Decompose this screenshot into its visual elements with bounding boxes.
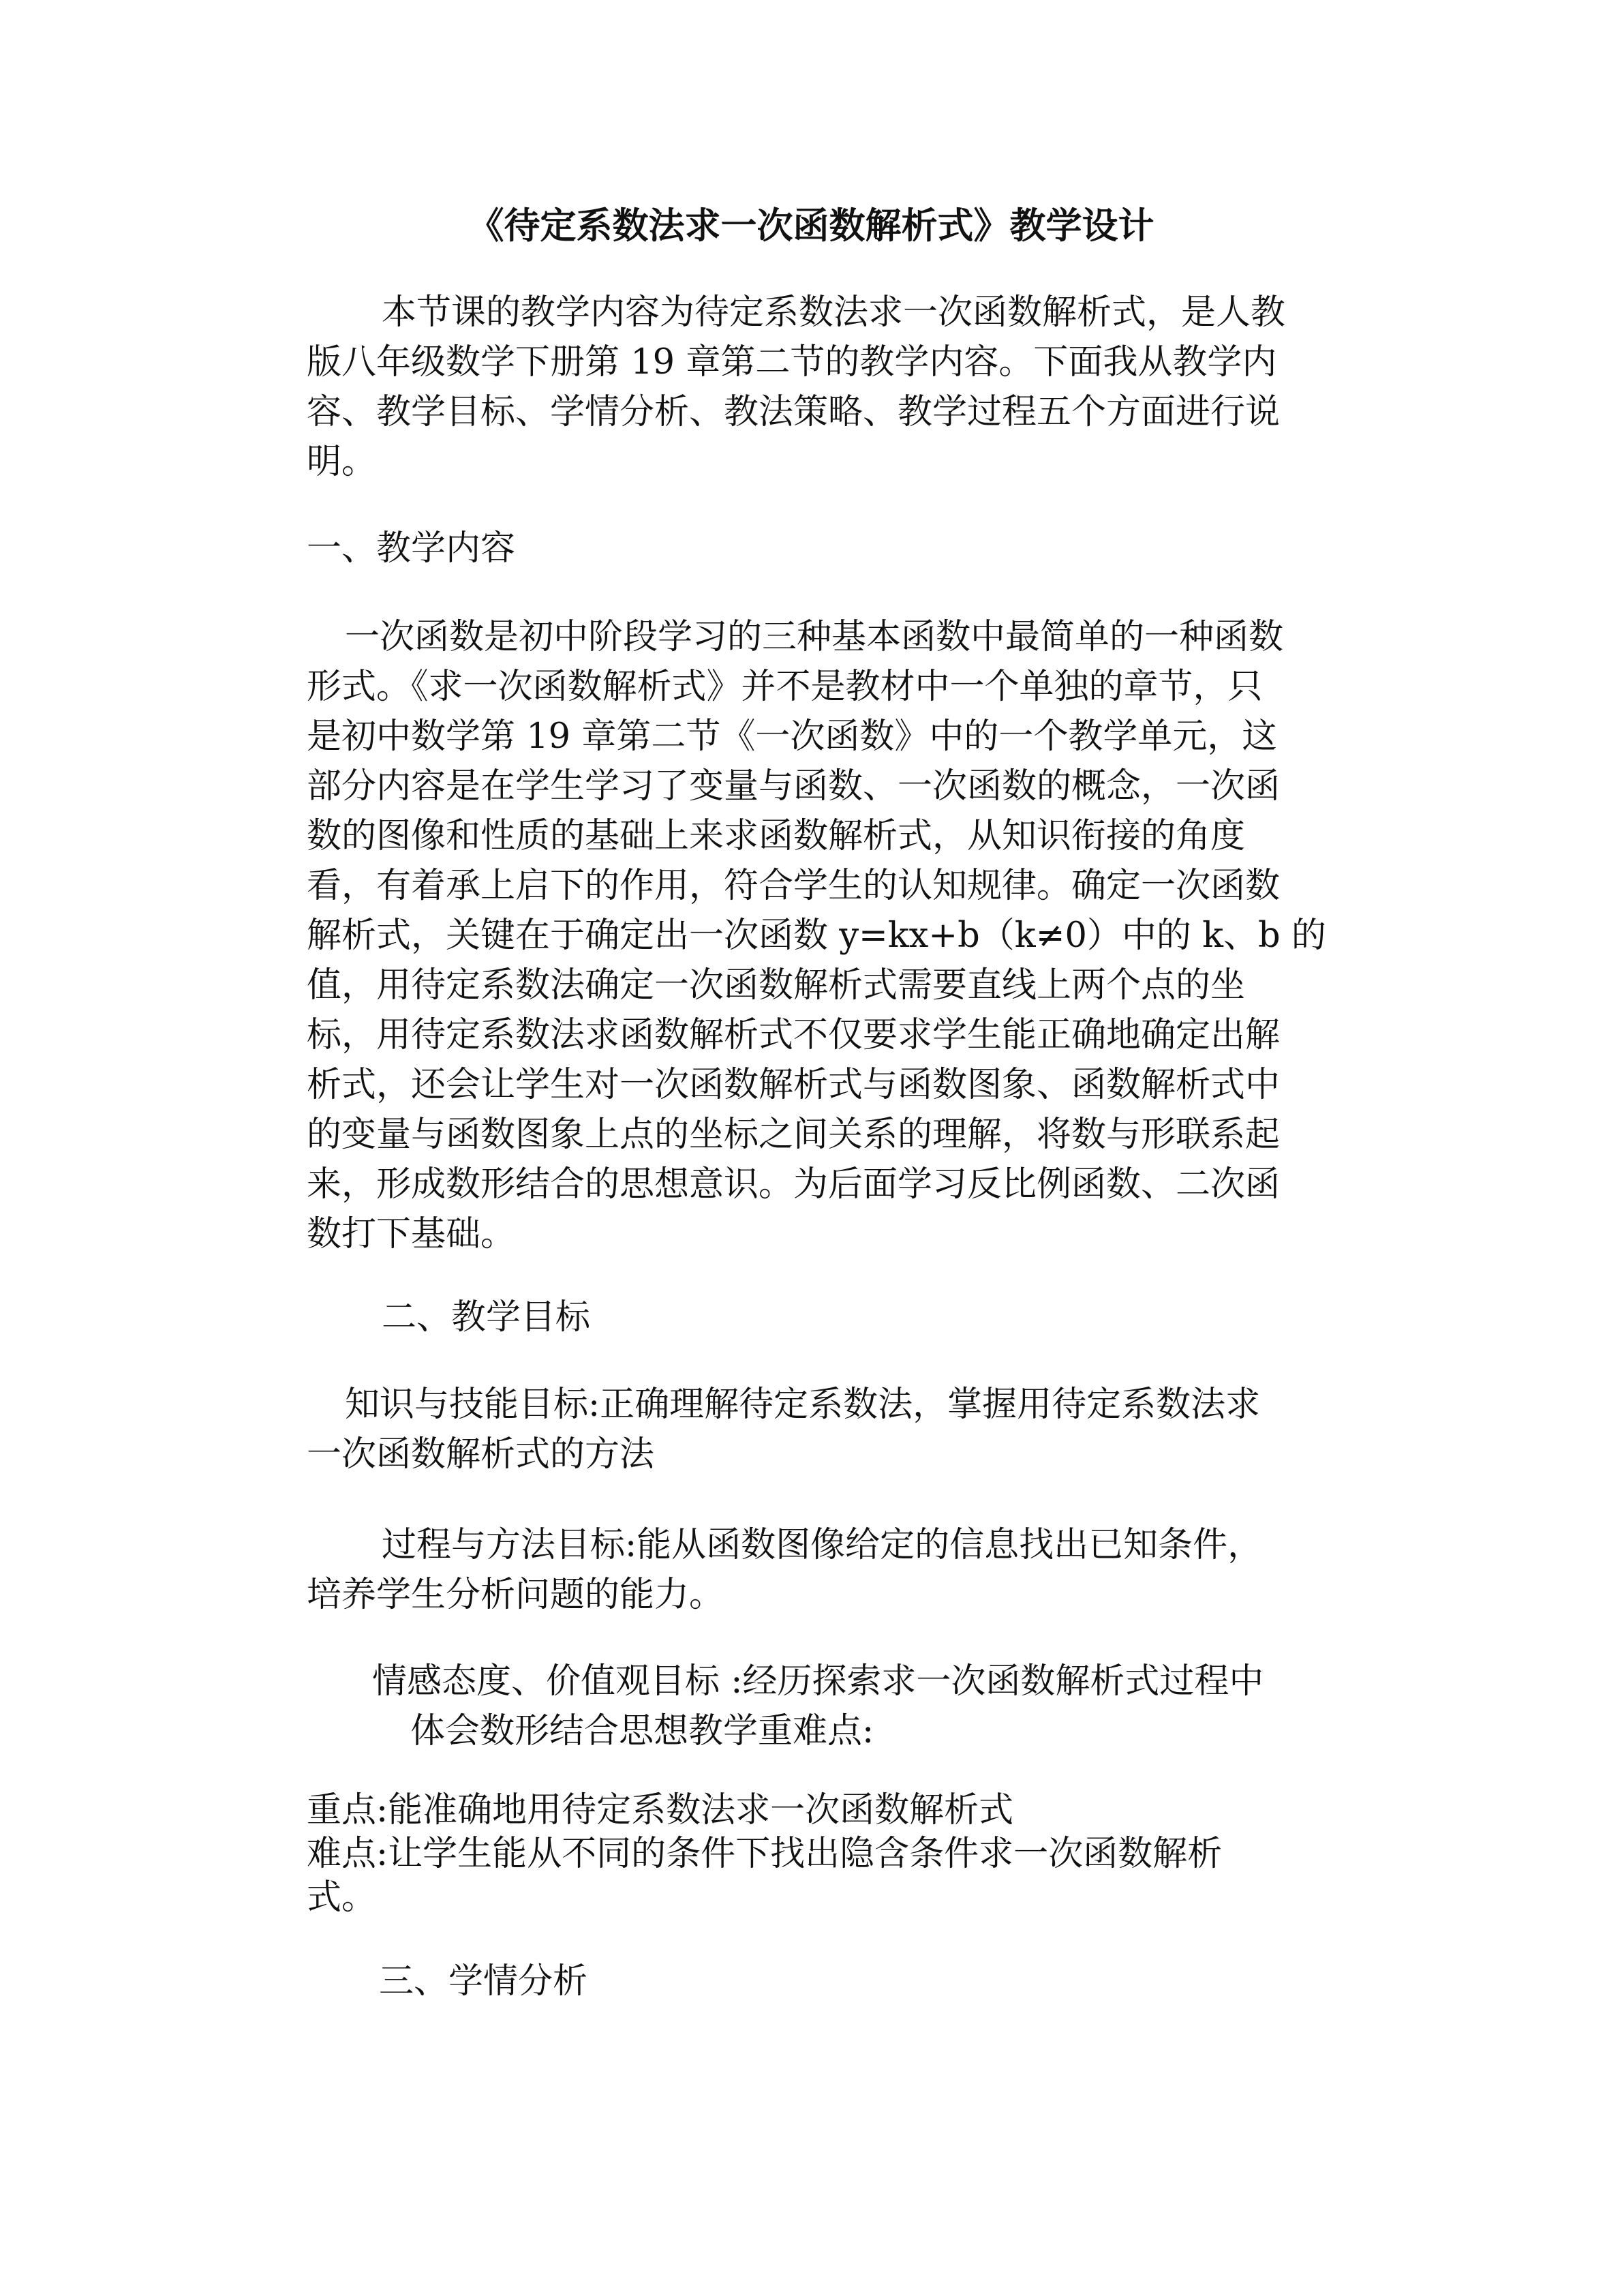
content-line-9: 标，用待定系数法求函数解析式不仅要求学生能正确地确定出解: [307, 1015, 1281, 1055]
goal-process-line-1: 过程与方法目标:能从函数图像给定的信息找出已知条件，: [382, 1525, 1263, 1565]
difficult-point-line-1: 难点:让学生能从不同的条件下找出隐含条件求一次函数解析: [307, 1834, 1223, 1874]
goal-process: [307, 1520, 1383, 1620]
section-content-paragraph: [307, 612, 1383, 1259]
section-heading-analysis-text: 三、学情分析: [379, 1961, 588, 2002]
content-line-1: 一次函数是初中阶段学习的三种基本函数中最简单的一种函数: [345, 617, 1284, 657]
goal-emotion-line-1: 情感态度、价值观目标 :经历探索求一次函数解析式过程中: [372, 1661, 1264, 1702]
intro-paragraph: [307, 288, 1383, 487]
content-line-13: 数打下基础。: [307, 1214, 516, 1254]
content-line-12: 来，形成数形结合的思想意识。为后面学习反比例函数、二次函: [307, 1164, 1281, 1205]
goal-emotion: [372, 1657, 1449, 1756]
section-heading-content-text: 一、教学内容: [307, 528, 516, 569]
content-line-6: 看，有着承上启下的作用，符合学生的认知规律。确定一次函数: [307, 866, 1281, 906]
intro-line-4: 明。: [307, 442, 377, 482]
key-point: 重点:能准确地用待定系数法求一次函数解析式: [307, 1790, 1014, 1830]
key-difficult-points: [307, 1789, 1383, 1920]
goal-knowledge: [307, 1380, 1383, 1479]
content-line-8: 值，用待定系数法确定一次函数解析式需要直线上两个点的坐: [307, 965, 1246, 1006]
document-title: 《待定系数法求一次函数解析式》教学设计: [468, 205, 1154, 247]
content-line-11: 的变量与函数图象上点的坐标之间关系的理解，将数与形联系起: [307, 1115, 1281, 1155]
content-line-5: 数的图像和性质的基础上来求函数解析式，从知识衔接的角度: [307, 816, 1246, 856]
intro-line-3: 容、教学目标、学情分析、教法策略、教学过程五个方面进行说: [307, 392, 1281, 432]
content-line-2: 形式。《求一次函数解析式》并不是教材中一个单独的章节，只: [307, 667, 1263, 707]
section-heading-content: [307, 524, 1383, 573]
intro-line-1: 本节课的教学内容为待定系数法求一次函数解析式，是人教: [382, 292, 1286, 333]
intro-line-2: 版八年级数学下册第 19 章第二节的教学内容。下面我从教学内: [307, 342, 1277, 382]
difficult-point-line-2: 式。: [307, 1877, 377, 1918]
goal-process-line-2: 培养学生分析问题的能力。: [307, 1575, 724, 1615]
content-line-7: 解析式，关键在于确定出一次函数 y=kx+b（k≠0）中的 k、b 的: [307, 916, 1326, 956]
goal-emotion-line-2: 体会数形结合思想教学重难点:: [410, 1711, 874, 1751]
content-line-3: 是初中数学第 19 章第二节《一次函数》中的一个教学单元，这: [307, 716, 1277, 757]
section-heading-goals-text: 二、教学目标: [382, 1297, 591, 1338]
content-line-4: 部分内容是在学生学习了变量与函数、一次函数的概念，一次函: [307, 766, 1281, 806]
content-line-10: 析式，还会让学生对一次函数解析式与函数图象、函数解析式中: [307, 1065, 1281, 1105]
goal-knowledge-line-2: 一次函数解析式的方法: [307, 1434, 655, 1475]
section-heading-analysis: [379, 1957, 1456, 2006]
goal-knowledge-line-1: 知识与技能目标:正确理解待定系数法，掌握用待定系数法求: [345, 1385, 1261, 1425]
section-heading-goals: [382, 1293, 1458, 1342]
